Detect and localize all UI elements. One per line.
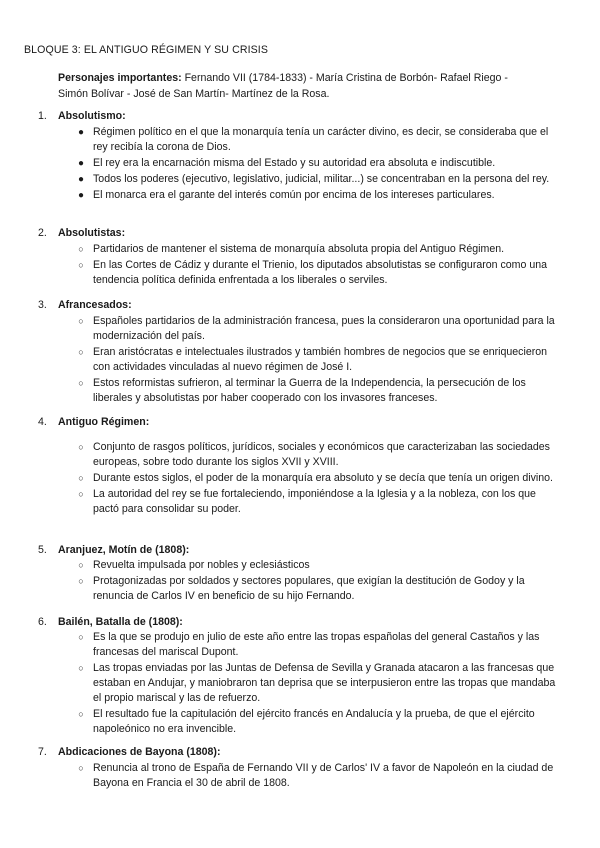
list-item: ○ Las tropas enviadas por las Juntas de Defensa de Sevilla y Granada atacaron a las francesas que estaban en Andujar, y maniobraron tan deprisa que se interpusieron entre las tropas que mandaba el propio mariscal y las de refuerzo. [38,661,558,706]
section-antiguo-regimen [38,414,558,518]
bullet-icon: ○ [78,576,84,586]
list-item: ○ Durante estos siglos, el poder de la monarquía era absoluto y se decía que tenía un origen divino. [38,471,558,486]
section-title: Antiguo Régimen: [58,416,150,428]
bullet-icon: ○ [78,442,84,452]
section-number: 5. [38,544,47,556]
bullet-icon: ○ [78,663,84,673]
bullet-icon: ○ [78,709,84,719]
section-absolutismo [38,108,558,204]
key-figures-text: Fernando VII (1784-1833) - María Cristina de Borbón- Rafael Riego - Simón Bolívar - José de San Martín- Martínez de la Rosa. [58,72,508,100]
key-figures-label: Personajes importantes: [58,72,182,84]
section-title: Afrancesados: [58,299,132,311]
section-title: Absolutistas: [58,227,126,239]
bullet-icon: ○ [78,473,84,483]
list-item: ● El monarca era el garante del interés común por encima de los intereses particulares. [77,189,495,201]
section-title: Abdicaciones de Bayona (1808): [58,746,221,758]
section-absolutistas [38,225,558,289]
list-item: ○ La autoridad del rey se fue fortaleciendo, imponiéndose a la Iglesia y a la nobleza, con los que pactó para consolidar su poder. [38,487,558,517]
section-title: Bailén, Batalla de (1808): [58,616,183,628]
list-item: ○ Revuelta impulsada por nobles y eclesiásticos [38,558,558,573]
bullet-icon: ○ [78,260,84,270]
section-number: 4. [38,416,47,428]
list-item: ○ Protagonizadas por soldados y sectores populares, que exigían la destitución de Godoy y la renuncia de Carlos IV en beneficio de su hijo Fernando. [38,574,558,604]
list-item: ○ Renuncia al trono de España de Fernando VII y de Carlos' IV a favor de Napoleón en la ciudad de Bayona en Francia el 30 de abril de 1808. [38,761,558,791]
bullet-icon: ○ [78,244,84,254]
list-item: ○ Partidarios de mantener el sistema de monarquía absoluta propia del Antiguo Régimen. [38,242,558,257]
bullet-icon: ○ [78,347,84,357]
list-item: ○ Es la que se produjo en julio de este año entre las tropas españolas del general Castaños y las francesas del mariscal Dupont. [38,630,558,660]
bullet-icon: ○ [78,316,84,326]
bullet-icon: ● [77,174,85,185]
bullet-icon: ○ [78,489,84,499]
section-number: 2. [38,227,47,239]
bullet-icon: ● [77,190,85,201]
section-title: Absolutismo: [58,110,126,122]
list-item: ● El rey era la encarnación misma del Estado y su autoridad era absoluta e indiscutible. [77,157,496,169]
list-item: ● Régimen político en el que la monarquía tenía un carácter divino, es decir, se consideraba que el rey recibía la corona de Dios. [77,126,549,153]
list-item: ○ Eran aristócratas e intelectuales ilustrados y también hombres de negocios que se enriquecieron con actividades vinculadas al nuevo régimen de José I. [38,345,558,375]
bullet-icon: ○ [78,632,84,642]
section-bailen [38,614,558,738]
document-title: BLOQUE 3: EL ANTIGUO RÉGIMEN Y SU CRISIS [24,44,268,56]
section-number: 7. [38,746,47,758]
section-title: Aranjuez, Motín de (1808): [58,544,190,556]
section-number: 3. [38,299,47,311]
section-afrancesados [38,297,558,407]
list-item: ● Todos los poderes (ejecutivo, legislativo, judicial, militar...) se concentraban en la persona del rey. [77,173,550,185]
bullet-icon: ○ [78,378,84,388]
bullet-icon: ○ [78,560,84,570]
section-number: 1. [38,110,47,122]
list-item: ○ Conjunto de rasgos políticos, jurídicos, sociales y económicos que caracterizaban las sociedades europeas, sobre todo durante los siglos XVII y XVIII. [38,440,558,470]
bullet-icon: ● [77,158,85,169]
section-aranjuez [38,542,558,605]
section-number: 6. [38,616,47,628]
list-item: ○ Españoles partidarios de la administración francesa, pues la consideraron una oportunidad para la modernización del país. [38,314,558,344]
list-item: ○ En las Cortes de Cádiz y durante el Trienio, los diputados absolutistas se configuraron como una tendencia política definida enfrentada a los liberales o serviles. [38,258,558,288]
section-bayona [38,744,558,792]
key-figures-paragraph [58,70,538,102]
list-item: ○ El resultado fue la capitulación del ejército francés en Andalucía y la prueba, de que el ejército napoleónico no era invencible. [38,707,558,737]
bullet-icon: ○ [78,763,84,773]
list-item: ○ Estos reformistas sufrieron, al terminar la Guerra de la Independencia, la persecución de los liberales y absolutistas por haber cooperado con los invasores franceses. [38,376,558,406]
bullet-icon: ● [77,127,85,138]
